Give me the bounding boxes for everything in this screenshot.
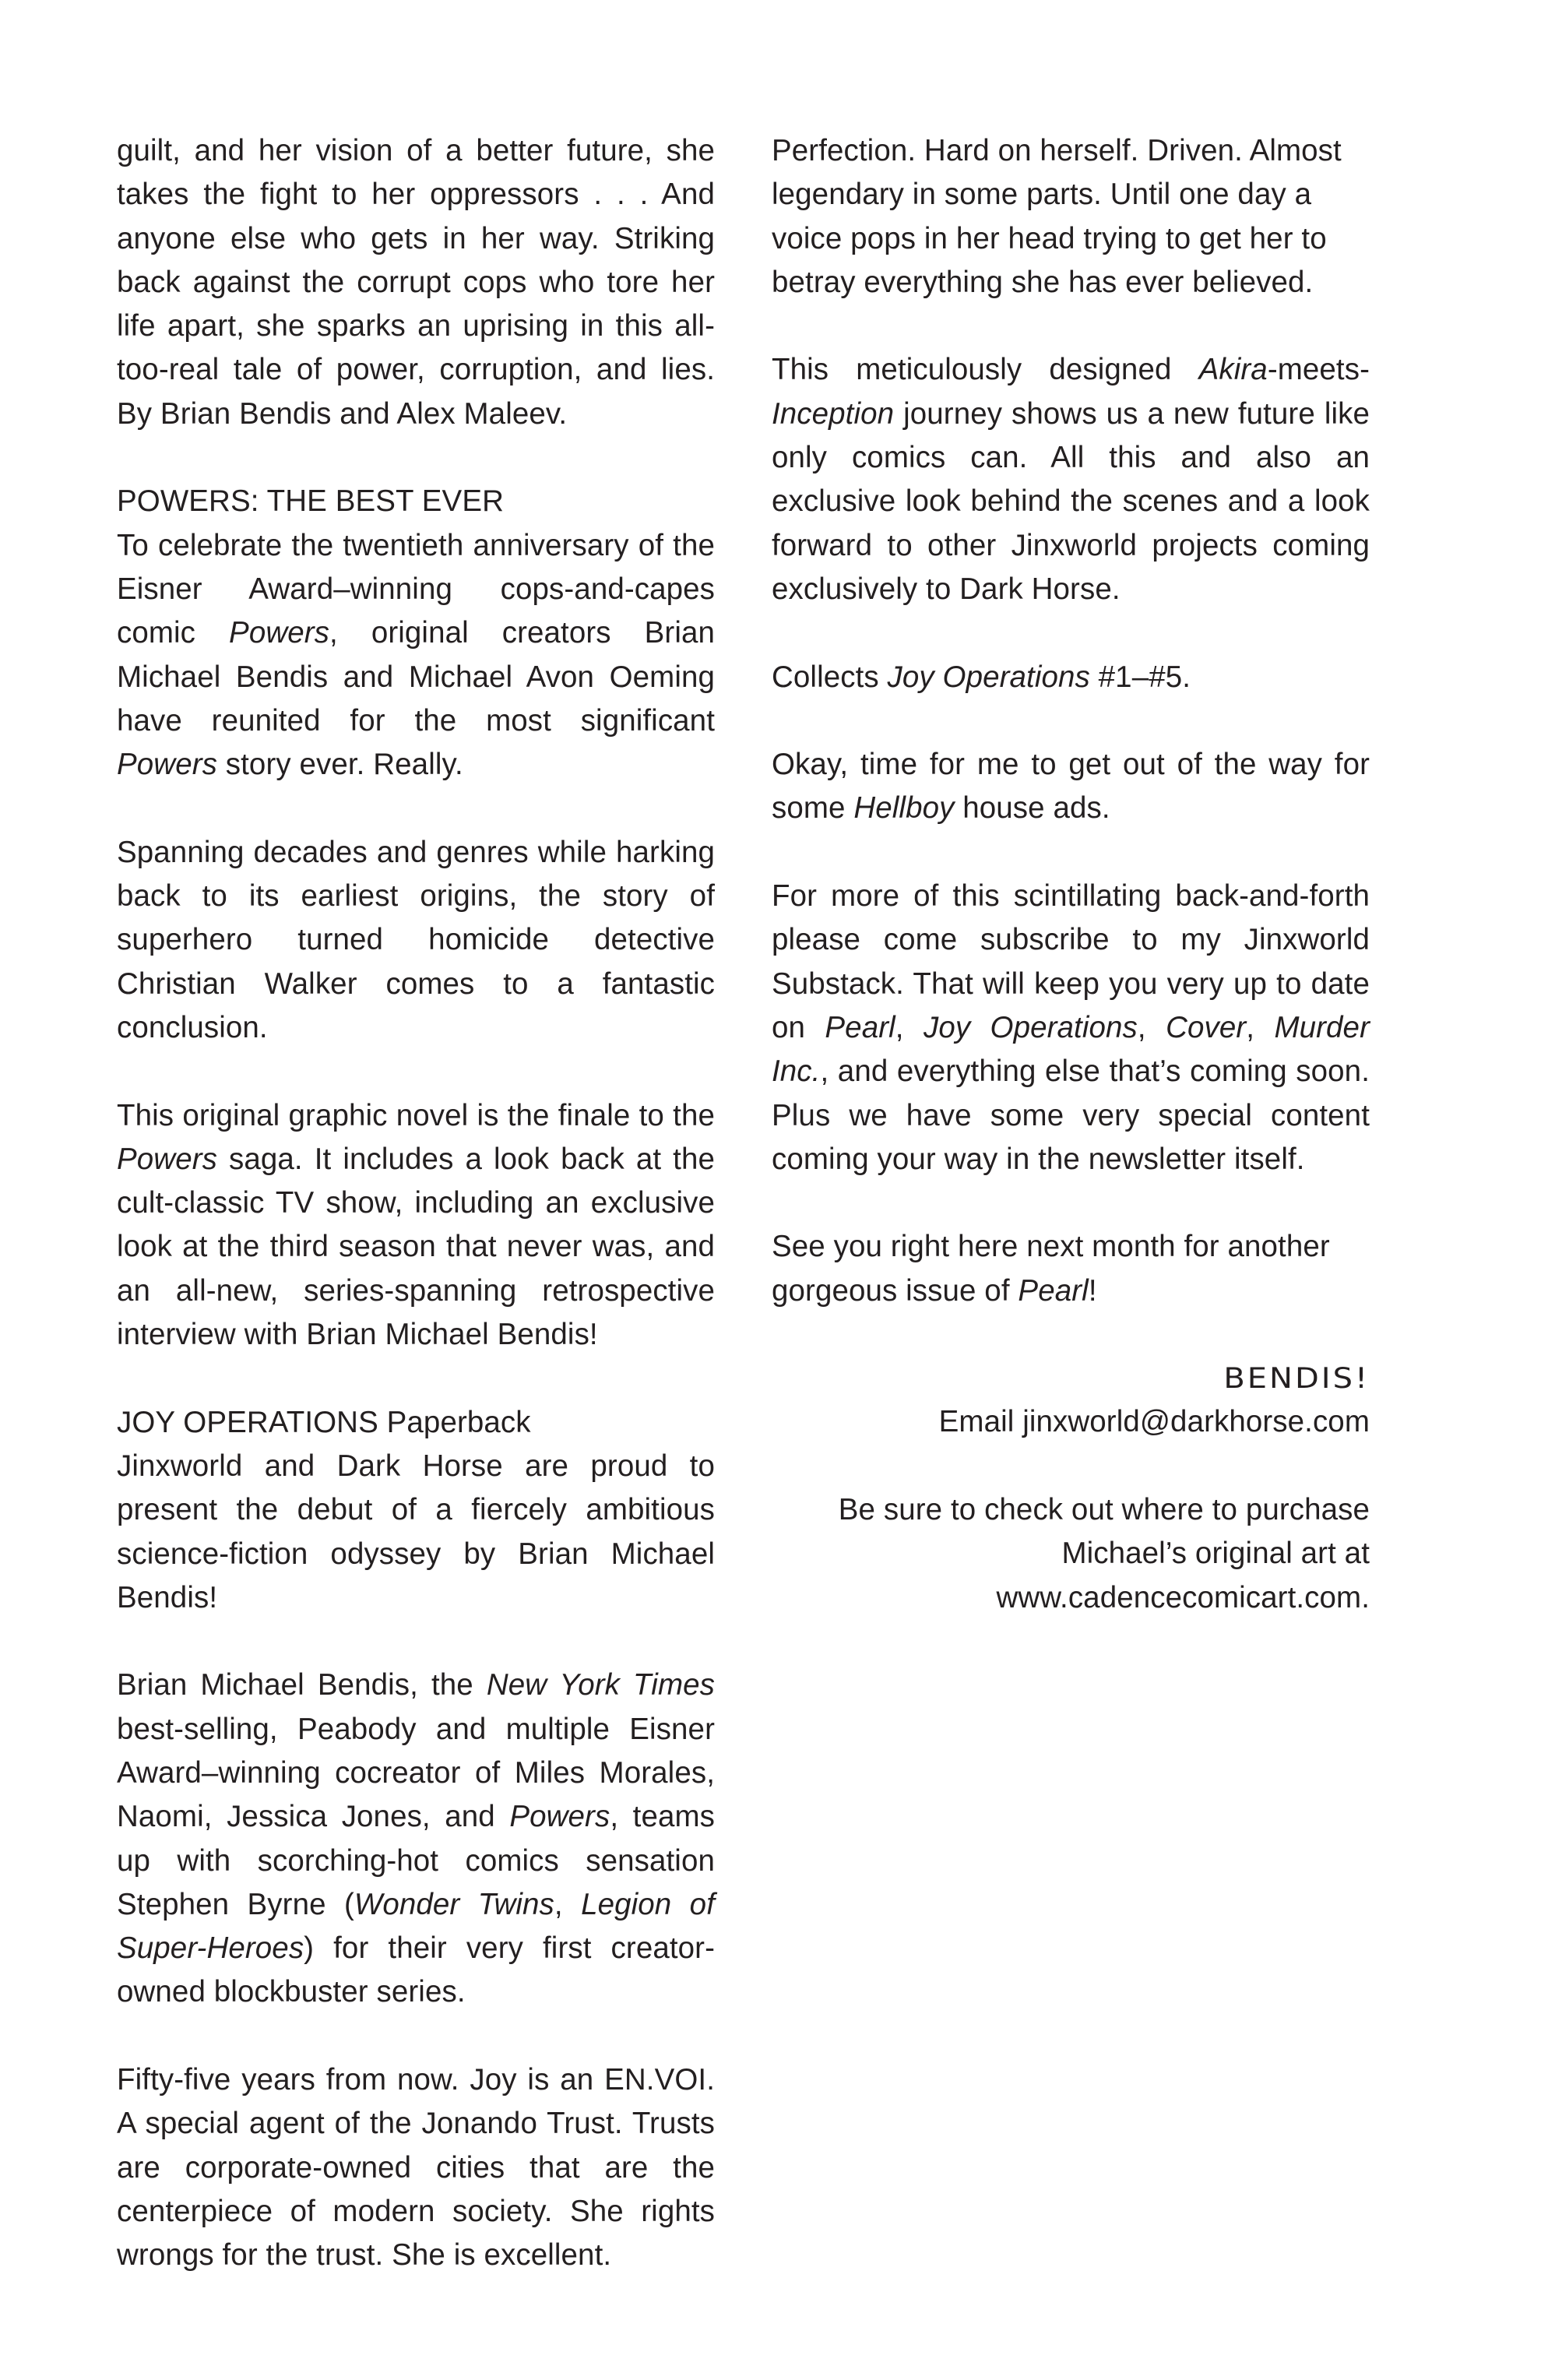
paragraph-perfection: Perfection. Hard on herself. Driven. Almost legendary in some parts. Until one day a voice pops in her head trying to get her to betray everything she has ever believed.	[772, 134, 1342, 299]
heading-joy-operations: JOY OPERATIONS Paperback	[117, 1405, 531, 1439]
paragraph-akira-inception: This meticulously designed Akira-meets-Inception journey shows us a new future like only comics can. All this and also an exclusive look behind the scenes and a look forward to other Jinxworld projects coming exclusively to Dark Horse.	[772, 353, 1370, 606]
paragraph-see-you: See you right here next month for another gorgeous issue of Pearl!	[772, 1230, 1330, 1308]
paragraph-spanning-decades: Spanning decades and genres while harking back to its earliest origins, the story of superhero turned homicide detective Christian Walker comes to a fantastic conclusion.	[117, 835, 715, 1044]
art-note-url: www.cadencecomicart.com.	[996, 1580, 1370, 1614]
paragraph-collects: Collects Joy Operations #1–#5.	[772, 660, 1191, 694]
paragraph-fifty-five-years: Fifty-five years from now. Joy is an EN.VOI. A special agent of the Jonando Trust. Trusts are corporate-owned cities that are the centerpiece of modern society. She rights wrongs for the trust. She is excellent.	[117, 2063, 715, 2273]
email-line: Email jinxworld@darkhorse.com	[938, 1405, 1370, 1439]
signature-bendis: BENDIS!	[1223, 1362, 1370, 1396]
paragraph-joy-debut: Jinxworld and Dark Horse are proud to present the debut of a fiercely ambitious science-fiction odyssey by Brian Michael Bendis!	[117, 1449, 715, 1614]
paragraph-powers-anniversary: To celebrate the twentieth anniversary of the Eisner Award–winning cops-and-capes comic Powers, original creators Brian Michael Bendis and Michael Avon Oeming have reunited for the most significant Powers story ever. Really.	[117, 528, 715, 782]
paragraph-finale: This original graphic novel is the finale to the Powers saga. It includes a look back at the cult-classic TV show, including an exclusive look at the third season that never was, and an all-new, series-spanning retrospective interview with Brian Michael Bendis!	[117, 1098, 715, 1352]
right-column	[772, 129, 1370, 1620]
paragraph-house-ads: Okay, time for me to get out of the way for some Hellboy house ads.	[772, 748, 1370, 826]
paragraph-substack: For more of this scintillating back-and-forth please come subscribe to my Jinxworld Substack. That will keep you very up to date on Pearl, Joy Operations, Cover, Murder Inc., and everything else that’s coming soon. Plus we have some very special content coming your way in the newsletter itself.	[772, 879, 1370, 1176]
heading-powers-best-ever: POWERS: THE BEST EVER	[117, 484, 505, 519]
art-note-line-1: Be sure to check out where to purchase	[838, 1492, 1370, 1526]
paragraph-bendis-byrne: Brian Michael Bendis, the New York Times best-selling, Peabody and multiple Eisner Award–winning cocreator of Miles Morales, Naomi, Jessica Jones, and Powers, teams up with scorching-hot comics sensation Stephen Byrne (Wonder Twins, Legion of Super-Heroes) for their very first creator-owned blockbuster series.	[117, 1668, 715, 2009]
left-column	[117, 129, 715, 2278]
art-note-line-2: Michael’s original art at	[1061, 1537, 1370, 1571]
paragraph-uprising: guilt, and her vision of a better future, she takes the fight to her oppressors . . . And anyone else who gets in her way. Striking back against the corrupt cops who tore her life apart, she sparks an uprising in this all-too-real tale of power, corruption, and lies. By Brian Bendis and Alex Maleev.	[117, 134, 715, 431]
